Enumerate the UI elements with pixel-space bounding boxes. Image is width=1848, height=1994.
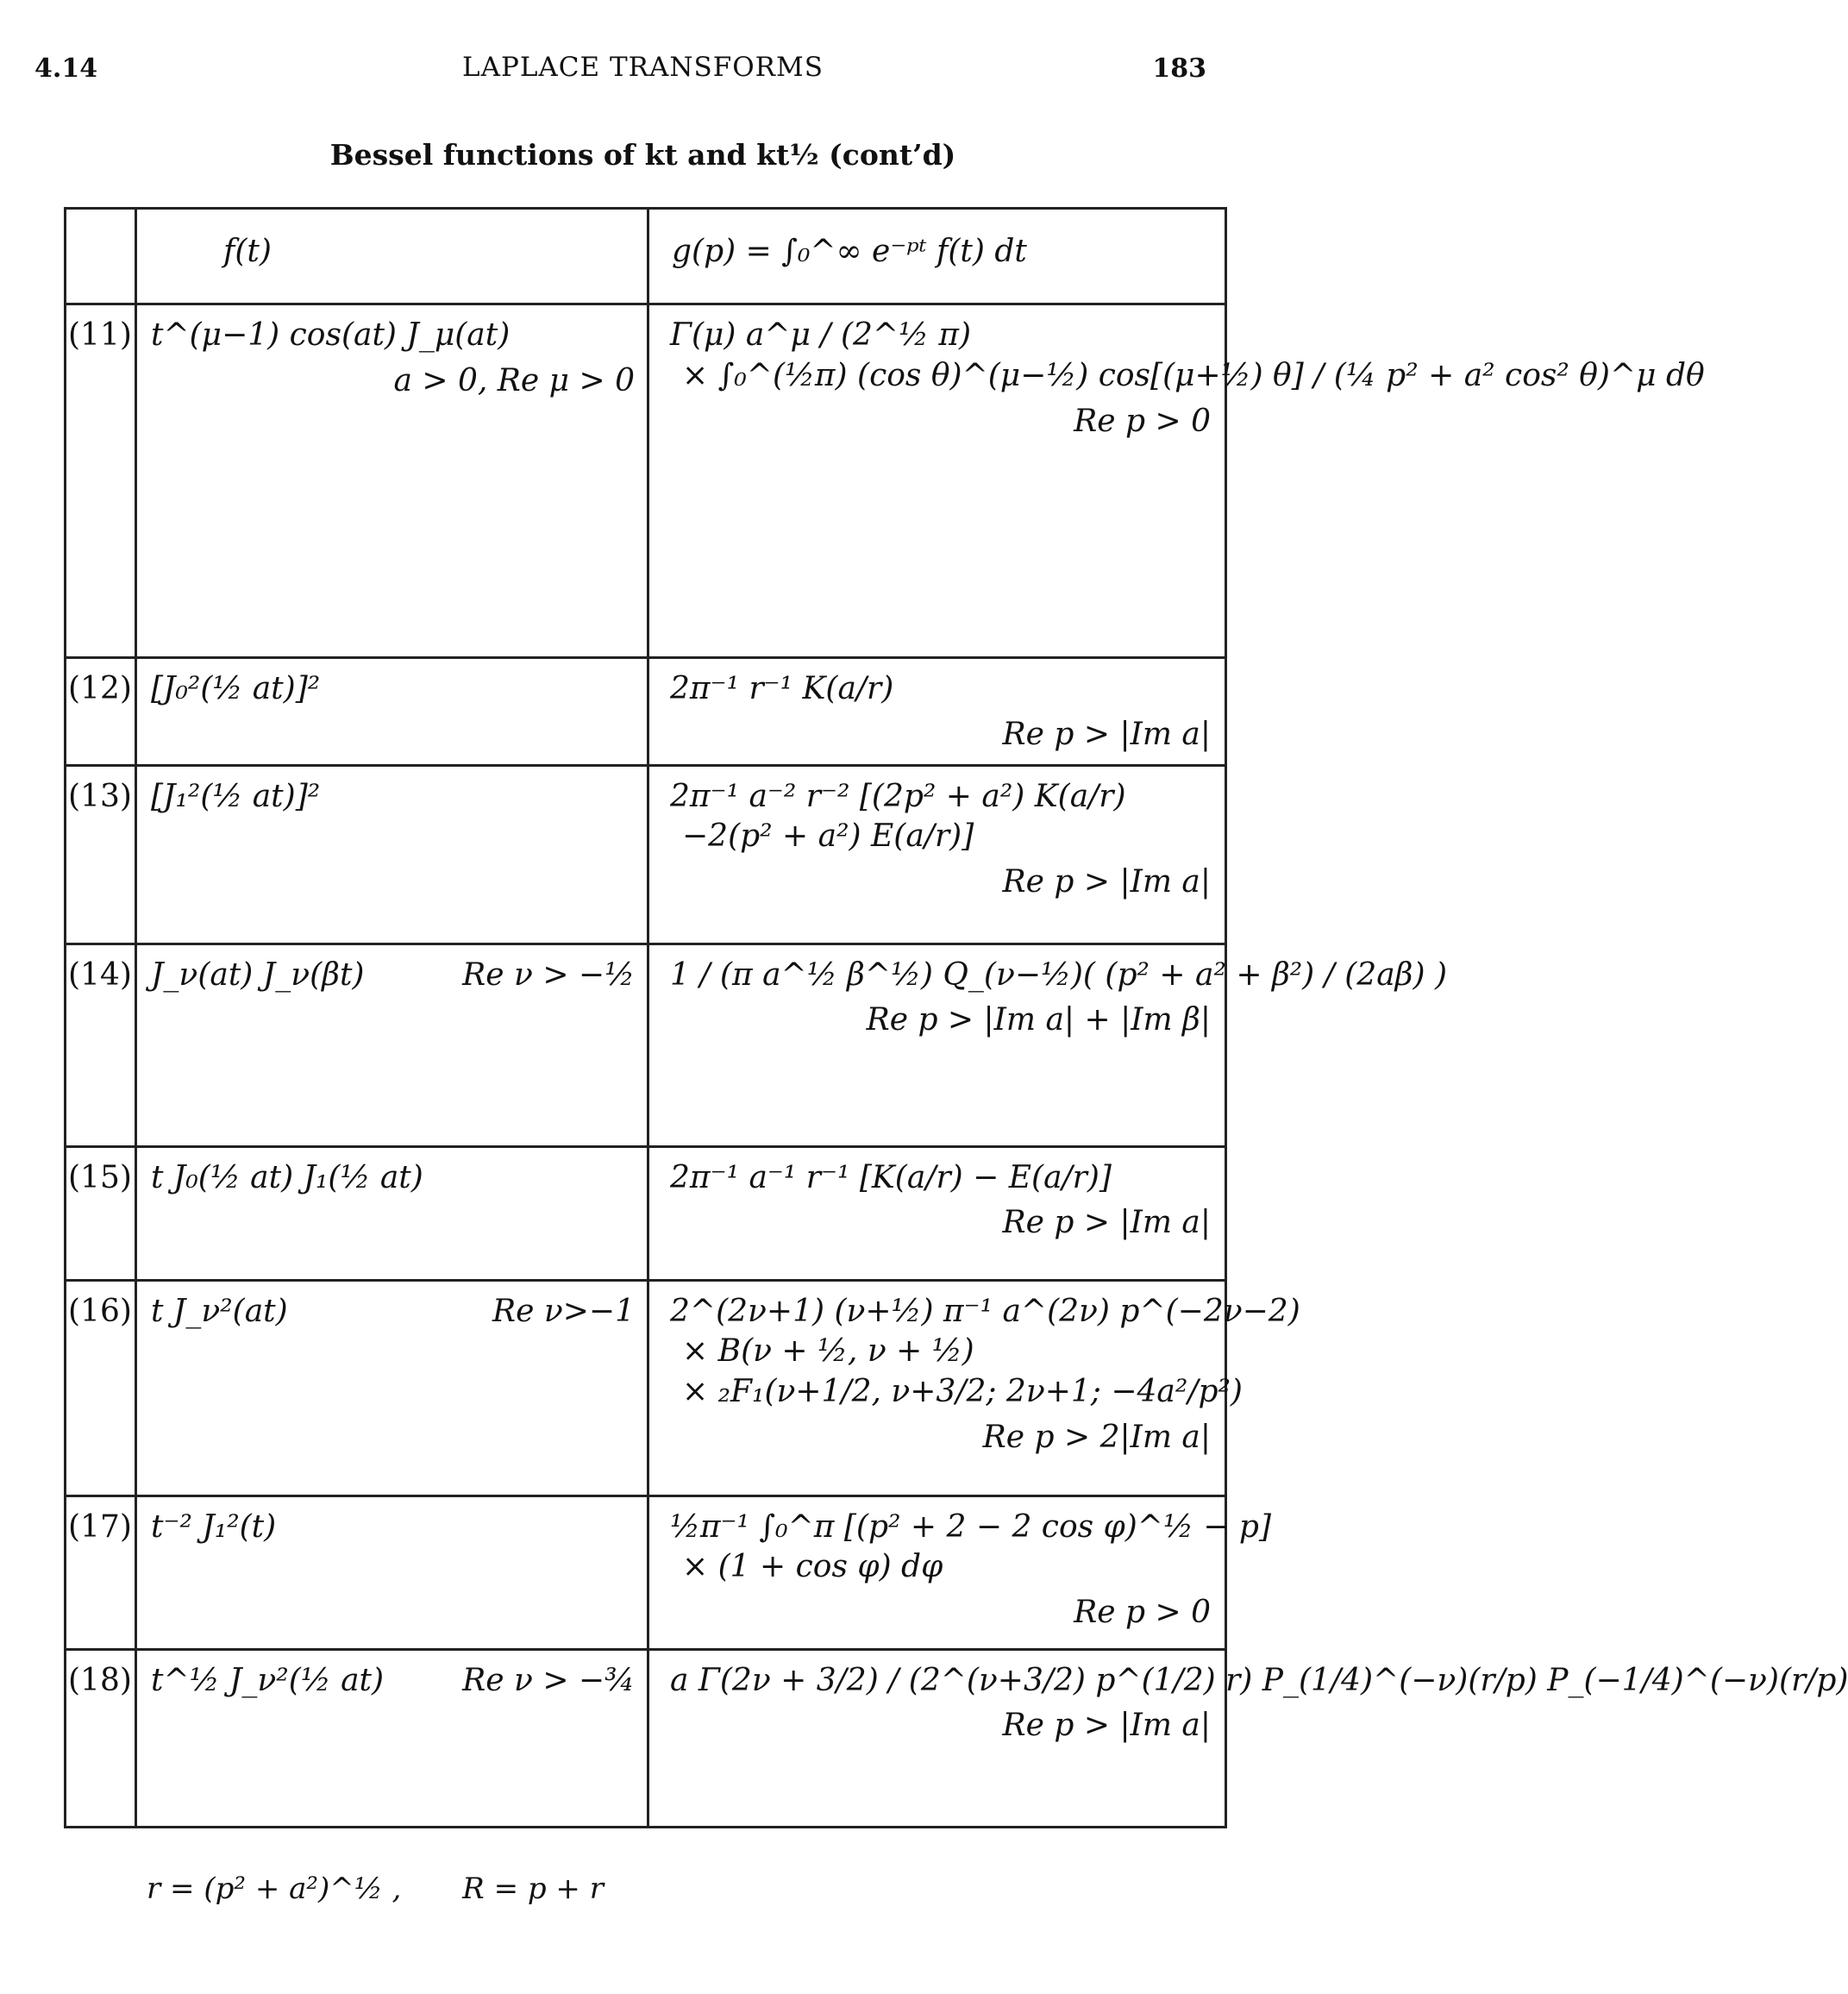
g-condition: Re p > |Im a| + |Im β| [866, 1002, 1211, 1038]
f-expression: t J₀(½ at) J₁(½ at) [151, 1159, 423, 1195]
f-cell [136, 304, 648, 658]
g-condition: Re p > 2|Im a| [982, 1419, 1211, 1455]
g-condition: Re p > 0 [1074, 1595, 1211, 1631]
g-expression-line: 2π⁻¹ r⁻¹ K(a/r) [670, 671, 894, 706]
f-cell [136, 1496, 648, 1649]
f-condition: a > 0, Re μ > 0 [393, 362, 635, 398]
g-expression-line: 2π⁻¹ a⁻¹ r⁻¹ [K(a/r) − E(a/r)] [670, 1159, 1112, 1195]
g-expression-line: × B(ν + ½, ν + ½) [682, 1333, 974, 1370]
g-condition: Re p > |Im a| [1002, 1708, 1211, 1744]
row-number: (13) [66, 765, 136, 944]
f-expression: J_ν(at) J_ν(βt) [151, 956, 365, 993]
f-cell [136, 765, 648, 944]
f-condition: Re ν>−1 [492, 1293, 635, 1329]
g-expression-line: 2^(2ν+1) (ν+½) π⁻¹ a^(2ν) p^(−2ν−2) [670, 1293, 1300, 1329]
g-expression-line: ½π⁻¹ ∫₀^π [(p² + 2 − 2 cos φ)^½ − p] [670, 1508, 1272, 1545]
table-row [66, 658, 1226, 766]
R-definition: R = p + r [462, 1872, 604, 1906]
footnote [147, 1872, 655, 1906]
g-expression-line: 2π⁻¹ a⁻² r⁻² [(2p² + a²) K(a/r) [670, 778, 1126, 814]
g-cell [648, 1146, 1226, 1280]
g-cell [648, 1280, 1300, 1496]
g-cell [648, 944, 1448, 1146]
g-expression-line: × ₂F₁(ν+1/2, ν+3/2; 2ν+1; −4a²/p²) [682, 1374, 1243, 1410]
header-num-cell [66, 209, 136, 304]
column-header-f: f(t) [136, 209, 648, 304]
f-condition: Re ν > −½ [462, 956, 635, 993]
table-row [66, 304, 1226, 658]
g-cell [648, 658, 1226, 766]
row-number: (16) [66, 1280, 136, 1496]
f-cell [136, 1649, 648, 1827]
f-cell [136, 658, 648, 766]
f-expression: [J₀²(½ at)]² [151, 671, 321, 706]
row-number: (17) [66, 1496, 136, 1649]
table-header-row [66, 209, 1226, 304]
f-cell [136, 1280, 648, 1496]
f-cell [136, 1146, 648, 1280]
f-expression: t⁻² J₁²(t) [151, 1508, 277, 1545]
table-row [66, 765, 1226, 944]
table-row [66, 1280, 1226, 1496]
row-number: (12) [66, 658, 136, 766]
section-number: 4.14 [34, 53, 98, 84]
table-title: Bessel functions of kt and kt½ (cont’d) [329, 138, 956, 172]
f-condition: Re ν > −¾ [462, 1662, 635, 1698]
row-number: (15) [66, 1146, 136, 1280]
g-expression-line: Γ(μ) a^μ / (2^½ π) [670, 317, 972, 353]
f-expression: t^½ J_ν²(½ at) [151, 1662, 385, 1698]
table-row [66, 1649, 1226, 1827]
g-expression-line: −2(p² + a²) E(a/r)] [682, 818, 974, 855]
g-cell [648, 1496, 1272, 1649]
row-number: (11) [66, 304, 136, 658]
f-cell [136, 944, 648, 1146]
r-definition: r = (p² + a²)^½ , [147, 1872, 402, 1906]
g-expression-line: × (1 + cos φ) dφ [682, 1549, 943, 1585]
table-row [66, 1146, 1226, 1280]
laplace-transform-table [64, 207, 1848, 1828]
g-expression-line: 1 / (π a^½ β^½) Q_(ν−½)( (p² + a² + β²) / (2aβ) ) [670, 956, 1448, 993]
running-title: LAPLACE TRANSFORMS [461, 52, 824, 83]
g-condition: Re p > |Im a| [1002, 1205, 1211, 1241]
f-expression: t^(μ−1) cos(at) J_μ(at) [151, 317, 511, 353]
g-condition: Re p > |Im a| [1002, 864, 1211, 900]
table-row [66, 1496, 1226, 1649]
f-expression: [J₁²(½ at)]² [151, 778, 321, 814]
f-expression: t J_ν²(at) [151, 1293, 288, 1329]
g-expression-line: a Γ(2ν + 3/2) / (2^(ν+3/2) p^(1/2) r) P_(1/4)^(−ν)(r/p) P_(−1/4)^(−ν)(r/p) [670, 1662, 1848, 1698]
g-expression-line: × ∫₀^(½π) (cos θ)^(μ−½) cos[(μ+½) θ] / (¼ p² + a² cos² θ)^μ dθ [682, 357, 1705, 393]
g-condition: Re p > |Im a| [1002, 716, 1211, 752]
column-header-g: g(p) = ∫₀^∞ e⁻ᵖᵗ f(t) dt [648, 209, 1226, 304]
g-cell [648, 304, 1705, 658]
row-number: (14) [66, 944, 136, 1146]
page-number: 183 [1152, 53, 1206, 84]
g-condition: Re p > 0 [1074, 403, 1211, 439]
g-cell [648, 765, 1226, 944]
table-row [66, 944, 1226, 1146]
g-cell [648, 1649, 1848, 1827]
row-number: (18) [66, 1649, 136, 1827]
